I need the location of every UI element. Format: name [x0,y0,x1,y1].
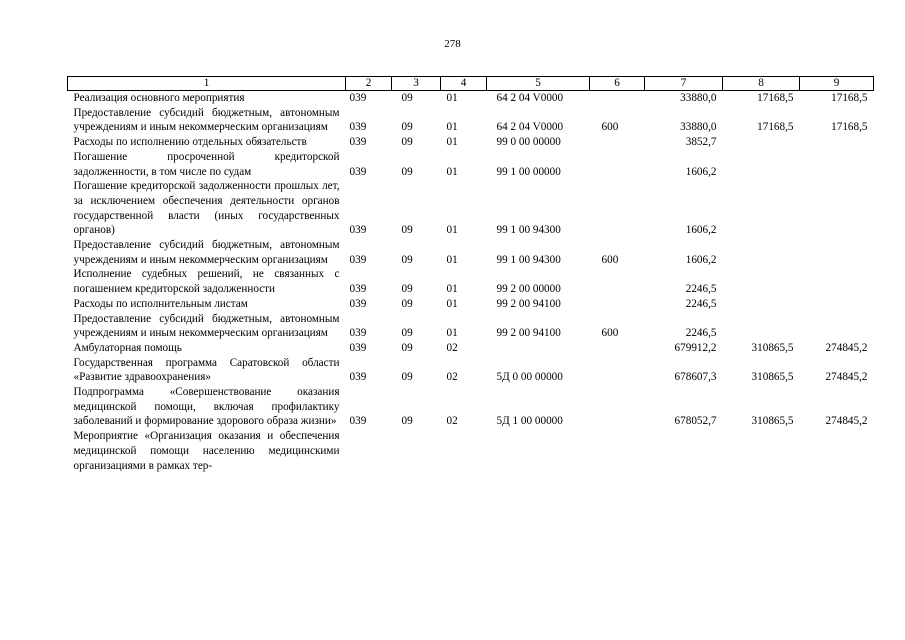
expense-type [590,135,645,150]
amount-col7: 3852,7 [685,136,717,149]
target-article [487,429,590,473]
table-row [68,106,874,135]
amount-col7 [645,429,723,473]
subsection-code: 09 [401,92,413,104]
expense-type: 600 [601,253,619,266]
amount-col7: 33880,0 [680,92,717,104]
row-name: Государственная программа Саратовской области «Развитие здравоохранения» [73,356,340,384]
paragraph-code: 01 [446,121,458,134]
subsection-code: 09 [401,121,413,134]
paragraph-code: 02 [446,341,458,354]
amount-col7: 1606,2 [685,253,717,266]
amount-col9: 17168,5 [831,121,868,134]
paragraph-code: 01 [446,136,458,149]
amount-col8 [723,297,800,312]
amount-col9 [800,135,874,150]
paragraph-code: 01 [446,253,458,266]
row-name: Мероприятие «Организация оказания и обеспечения медицинской помощи населению медицинскими организациями в рамках тер- [73,430,340,472]
amount-col7: 2246,5 [685,297,717,310]
amount-col7: 2246,5 [685,327,717,340]
amount-col8: 17168,5 [757,92,794,104]
section-code: 039 [349,341,367,354]
section-code: 039 [349,165,367,178]
expense-type [590,267,645,296]
amount-col9 [800,429,874,473]
row-name: Предоставление субсидий бюджетным, автономным учреждениям и иным некоммерческим организациям [73,312,340,340]
amount-col8: 310865,5 [751,371,794,384]
subsection-code: 09 [401,253,413,266]
budget-table [67,76,874,473]
amount-col7: 33880,0 [680,121,717,134]
target-article: 64 2 04 V0000 [496,121,564,134]
subsection-code: 09 [401,341,413,354]
column-header: 7 [645,77,723,91]
column-header: 8 [723,77,800,91]
column-header: 4 [441,77,487,91]
amount-col8: 310865,5 [751,341,794,354]
amount-col8 [723,267,800,296]
section-code [346,429,392,473]
amount-col9: 274845,2 [825,371,868,384]
row-name: Исполнение судебных решений, не связанных с погашением кредиторской задолженности [73,268,340,296]
table-row [68,312,874,341]
paragraph-code: 01 [446,327,458,340]
expense-type: 600 [601,327,619,340]
section-code: 039 [349,92,367,104]
amount-col8 [723,238,800,267]
table-row [68,341,874,356]
amount-col8 [723,179,800,238]
subsection-code: 09 [401,371,413,384]
table-row [68,135,874,150]
subsection-code: 09 [401,136,413,149]
table-row [68,429,874,473]
expense-type [590,179,645,238]
amount-col9 [800,238,874,267]
paragraph-code: 01 [446,165,458,178]
target-article: 99 0 00 00000 [496,136,561,149]
table-row [68,356,874,385]
amount-col9 [800,150,874,179]
row-name: Подпрограмма «Совершенствование оказания медицинской помощи, включая профилактику заболеваний и формирование здорового образа жизни» [73,386,340,428]
amount-col8: 17168,5 [757,121,794,134]
amount-col9 [800,297,874,312]
expense-type: 600 [601,121,619,134]
table-row [68,267,874,296]
expense-type [590,356,645,385]
subsection-code: 09 [401,297,413,310]
amount-col7: 1606,2 [685,165,717,178]
amount-col8 [723,429,800,473]
section-code: 039 [349,415,367,428]
paragraph-code: 01 [446,92,458,104]
row-name: Предоставление субсидий бюджетным, автономным учреждениям и иным некоммерческим организациям [73,239,340,266]
table-row [68,179,874,238]
row-name: Погашение просроченной кредиторской задолженности, в том числе по судам [73,150,340,178]
amount-col9 [800,267,874,296]
table-row [68,91,874,106]
expense-type [590,429,645,473]
table-row [68,150,874,179]
paragraph-code: 02 [446,415,458,428]
section-code: 039 [349,121,367,134]
paragraph-code: 01 [446,297,458,310]
column-header: 5 [487,77,590,91]
page-number: 278 [444,38,461,50]
section-code: 039 [349,371,367,384]
row-name: Предоставление субсидий бюджетным, автономным учреждениям и иным некоммерческим организациям [73,106,340,134]
target-article: 99 1 00 94300 [496,253,561,266]
expense-type [590,341,645,356]
section-code: 039 [349,327,367,340]
subsection-code: 09 [401,327,413,340]
paragraph-code: 01 [446,224,458,237]
amount-col8 [723,312,800,341]
subsection-code [392,429,441,473]
target-article: 99 1 00 94300 [496,224,561,237]
target-article: 99 1 00 00000 [496,165,561,178]
subsection-code: 09 [401,415,413,428]
row-name: Расходы по исполнению отдельных обязательств [73,136,307,149]
section-code: 039 [349,253,367,266]
section-code: 039 [349,283,367,296]
amount-col9 [800,312,874,341]
table-row [68,385,874,429]
row-name: Погашение кредиторской задолженности прошлых лет, за исключением обеспечения деятельности органов государственной власти (иных государственных органов) [73,180,340,237]
section-code: 039 [349,297,367,310]
row-name: Амбулаторная помощь [73,341,182,354]
table-row [68,238,874,267]
amount-col8 [723,135,800,150]
amount-col9 [800,179,874,238]
expense-type [590,297,645,312]
amount-col9: 274845,2 [825,415,868,428]
column-header: 9 [800,77,874,91]
column-header: 2 [346,77,392,91]
amount-col7: 1606,2 [685,224,717,237]
column-header: 1 [68,77,346,91]
paragraph-code: 01 [446,283,458,296]
target-article: 99 2 00 00000 [496,283,561,296]
paragraph-code: 02 [446,371,458,384]
amount-col7: 678052,7 [674,415,717,428]
expense-type [590,385,645,429]
target-article [487,341,590,356]
amount-col9: 274845,2 [825,341,868,354]
amount-col7: 678607,3 [674,371,717,384]
header-row [68,77,874,91]
target-article: 64 2 04 V0000 [496,92,564,104]
subsection-code: 09 [401,283,413,296]
section-code: 039 [349,136,367,149]
amount-col8: 310865,5 [751,415,794,428]
target-article: 5Д 1 00 00000 [496,415,563,428]
section-code: 039 [349,224,367,237]
paragraph-code [441,429,487,473]
expense-type [590,150,645,179]
table-row [68,297,874,312]
amount-col7: 679912,2 [674,341,717,354]
target-article: 99 2 00 94100 [496,297,561,310]
subsection-code: 09 [401,224,413,237]
amount-col8 [723,150,800,179]
row-name: Расходы по исполнительным листам [73,297,248,310]
row-name: Реализация основного мероприятия [73,92,245,104]
column-header: 6 [590,77,645,91]
amount-col7: 2246,5 [685,283,717,296]
target-article: 5Д 0 00 00000 [496,371,563,384]
target-article: 99 2 00 94100 [496,327,561,340]
column-header: 3 [392,77,441,91]
subsection-code: 09 [401,165,413,178]
amount-col9: 17168,5 [831,92,868,104]
expense-type [590,91,645,106]
